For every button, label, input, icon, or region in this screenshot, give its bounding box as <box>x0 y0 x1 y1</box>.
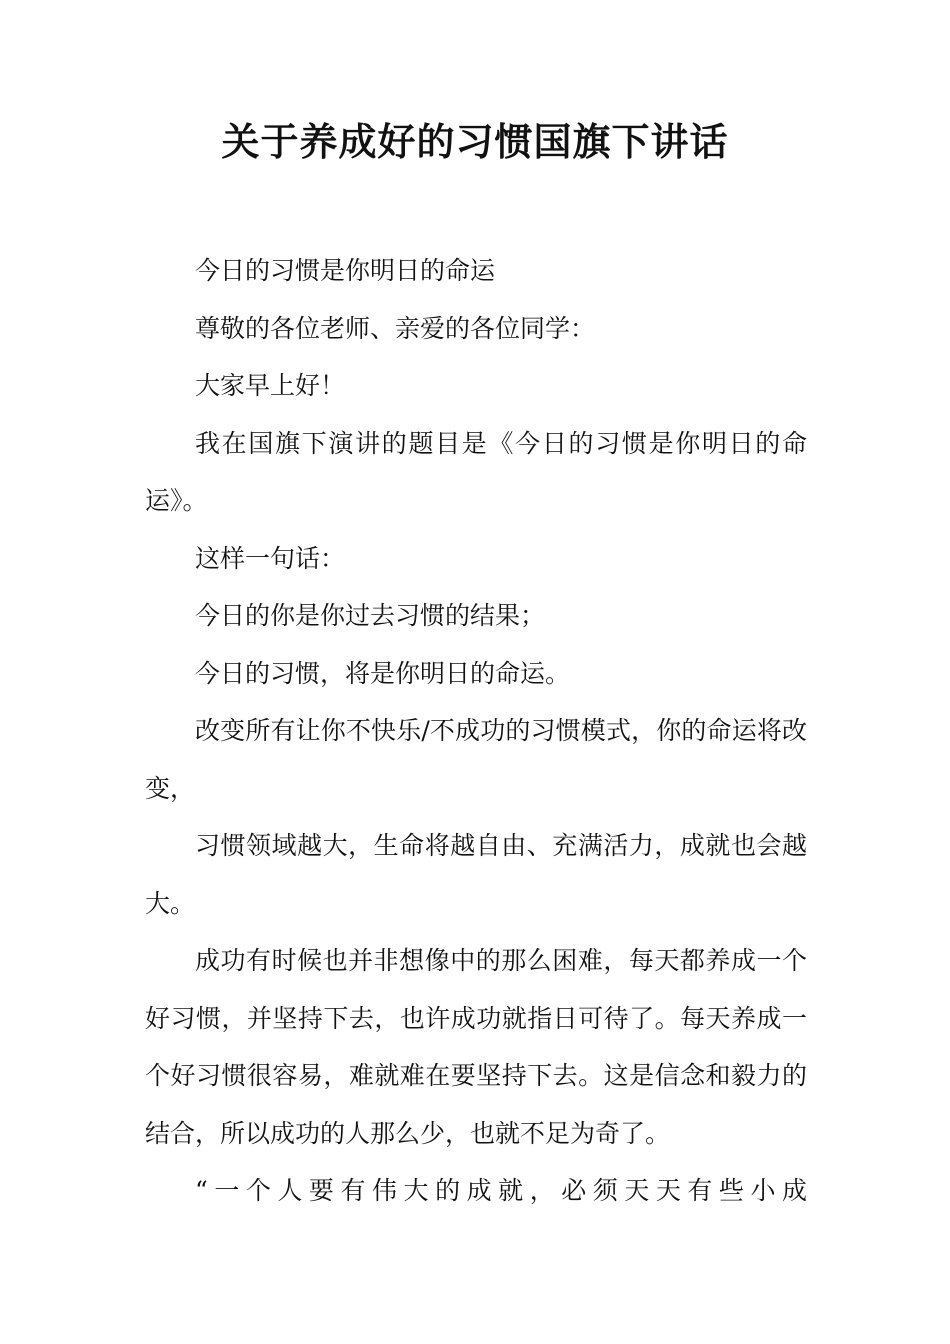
paragraph-speech-topic: 我在国旗下演讲的题目是《今日的习惯是你明日的命运》。 <box>145 428 807 515</box>
paragraph-habit-domain: 习惯领域越大，生命将越自由、充满活力，成就也会越大。 <box>145 831 807 918</box>
paragraph-quote: “一个人要有伟大的成就，必须天天有些小成 <box>195 1176 807 1205</box>
document-body <box>145 242 807 1220</box>
paragraph-today-habit: 今日的习惯，将是你明日的命运。 <box>195 658 571 688</box>
paragraph-today-you: 今日的你是你过去习惯的结果； <box>195 601 546 630</box>
document-title: 关于养成好的习惯国旗下讲话 <box>221 119 729 164</box>
paragraph-greeting-audience: 尊敬的各位老师、亲爱的各位同学： <box>195 313 596 343</box>
paragraph-subtitle: 今日的习惯是你明日的命运 <box>195 256 496 285</box>
paragraph-success: 成功有时候也并非想像中的那么困难，每天都养成一个好习惯，并坚持下去，也许成功就指日可待了。每天养成一个好习惯很容易，难就难在要坚持下去。这是信念和毅力的结合，所以成功的人那么少，也就不足为奇了。 <box>145 946 807 1148</box>
paragraph-change-habits: 改变所有让你不快乐/不成功的习惯模式，你的命运将改变， <box>145 716 807 803</box>
paragraph-saying-intro: 这样一句话： <box>195 543 346 573</box>
paragraph-good-morning: 大家早上好！ <box>195 371 346 400</box>
